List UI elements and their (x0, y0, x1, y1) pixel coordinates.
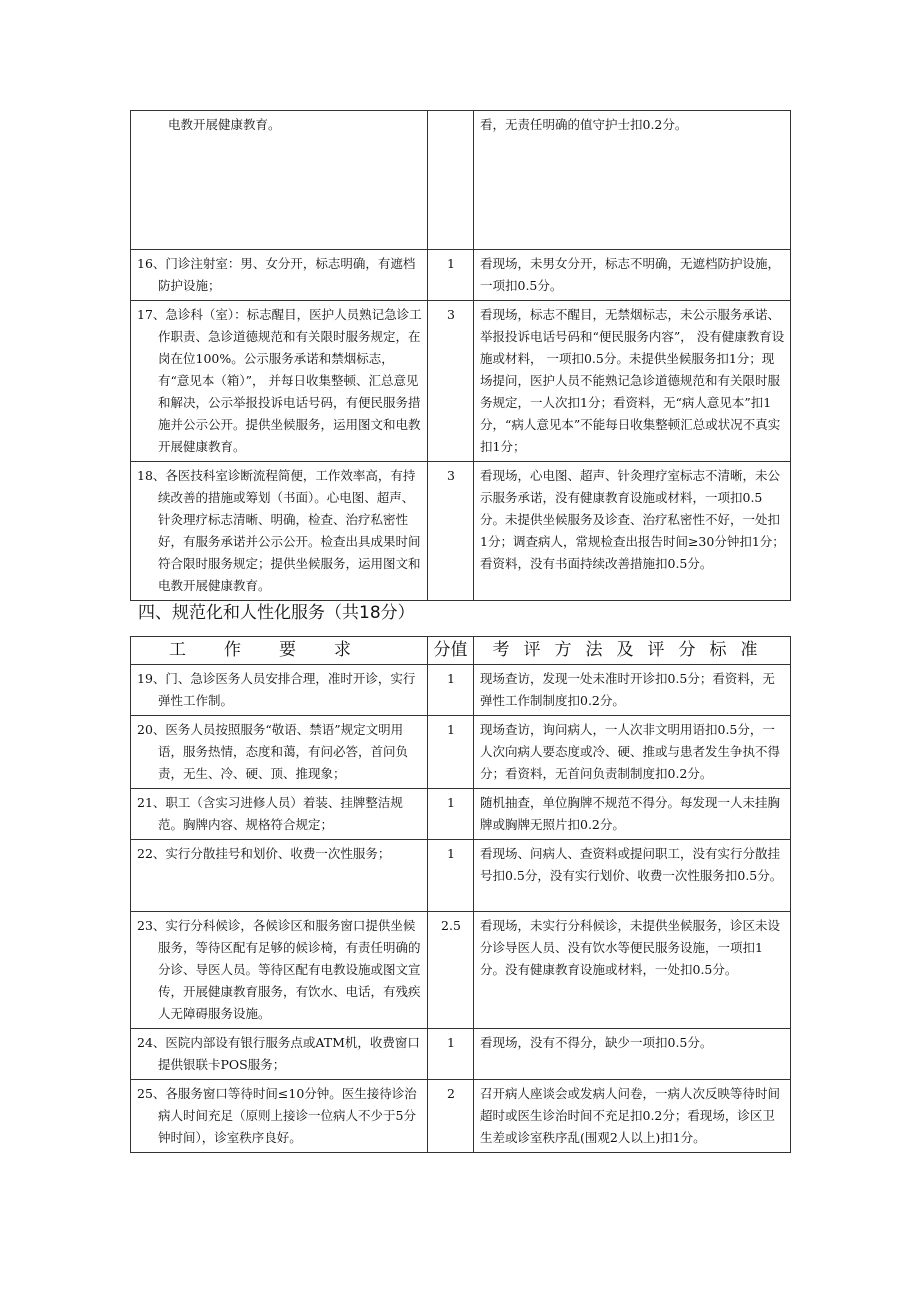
method-cell: 召开病人座谈会或发病人问卷，一病人次反映等待时间超时或医生诊治时间不充足扣0.2分；看现场，诊区卫生差或诊室秩序乱(围观2人以上)扣1分。 (474, 1080, 791, 1153)
score-cell: 1 (428, 789, 474, 840)
score-cell: 2 (428, 1080, 474, 1153)
score-cell: 2.5 (428, 912, 474, 1029)
header-requirements: 工作要求 (131, 637, 428, 665)
table-row (131, 1080, 791, 1153)
method-cell: 现场查访，发现一处未准时开诊扣0.5分；看资料，无弹性工作制制度扣0.2分。 (474, 665, 791, 716)
requirement-cell: 22、实行分散挂号和划价、收费一次性服务； (131, 840, 428, 912)
table-row (131, 840, 791, 912)
requirement-cell: 电教开展健康教育。 (131, 111, 428, 250)
requirement-cell: 23、实行分科候诊，各候诊区和服务窗口提供坐候服务，等待区配有足够的候诊椅，有责任明确的分诊、导医人员。等待区配有电教设施或图文宣传，开展健康教育服务，有饮水、电话，有残疾人无障碍服务设施。 (131, 912, 428, 1029)
score-cell: 1 (428, 665, 474, 716)
table-row (131, 111, 791, 250)
score-cell: 1 (428, 1029, 474, 1080)
method-cell: 看现场，没有不得分，缺少一项扣0.5分。 (474, 1029, 791, 1080)
score-cell: 3 (428, 462, 474, 601)
requirement-cell: 19、门、急诊医务人员安排合理，准时开诊，实行弹性工作制。 (131, 665, 428, 716)
method-cell: 现场查访，询问病人，一人次非文明用语扣0.5分，一人次向病人要态度或冷、硬、推或与患者发生争执不得分；看资料，无首问负责制制度扣0.2分。 (474, 716, 791, 789)
table-row (131, 250, 791, 301)
method-cell: 看现场、问病人、查资料或提问职工，没有实行分散挂号扣0.5分，没有实行划价、收费一次性服务扣0.5分。 (474, 840, 791, 912)
criteria-table-2 (130, 636, 791, 1153)
score-cell: 1 (428, 716, 474, 789)
requirement-cell: 21、职工（含实习进修人员）着装、挂牌整洁规范。胸牌内容、规格符合规定； (131, 789, 428, 840)
table-row (131, 912, 791, 1029)
method-cell: 看现场，未实行分科候诊，未提供坐候服务，诊区未设分诊导医人员、没有饮水等便民服务设施，一项扣1分。没有健康教育设施或材料，一处扣0.5分。 (474, 912, 791, 1029)
method-cell: 看，无责任明确的值守护士扣0.2分。 (474, 111, 791, 250)
table-row (131, 301, 791, 462)
method-cell: 看现场，心电图、超声、针灸理疗室标志不清晰，未公示服务承诺，没有健康教育设施或材料，一项扣0.5分。未提供坐候服务及诊查、治疗私密性不好，一处扣1分；调查病人，常规检查出报告时间≥30分钟扣1分；看资料，没有书面持续改善措施扣0.5分。 (474, 462, 791, 601)
requirement-cell: 25、各服务窗口等待时间≤10分钟。医生接待诊治病人时间充足（原则上接诊一位病人不少于5分钟时间），诊室秩序良好。 (131, 1080, 428, 1153)
section-title: 四、规范化和人性化服务（共18分） (138, 603, 415, 623)
table-row (131, 462, 791, 601)
score-cell: 1 (428, 840, 474, 912)
criteria-table-1 (130, 110, 791, 601)
header-method: 考评方法及评分标准 (474, 637, 791, 665)
table-header-row (131, 637, 791, 665)
table-row (131, 1029, 791, 1080)
table-row (131, 716, 791, 789)
score-cell (428, 111, 474, 250)
score-cell: 1 (428, 250, 474, 301)
header-score: 分值 (428, 637, 474, 665)
method-cell: 看现场，标志不醒目，无禁烟标志，未公示服务承诺、举报投诉电话号码和“便民服务内容”， 没有健康教育设施或材料， 一项扣0.5分。未提供坐候服务扣1分；现场提问，医护人员不能熟记急诊道德规范和有关限时服务规定，一人次扣1分；看资料，无“病人意见本”扣1分，“病人意见本”不能每日收集整顿汇总或状况不真实扣1分； (474, 301, 791, 462)
table-row (131, 665, 791, 716)
requirement-cell: 24、医院内部设有银行服务点或ATM机，收费窗口提供银联卡POS服务； (131, 1029, 428, 1080)
requirement-cell: 18、各医技科室诊断流程简便，工作效率高，有持续改善的措施或筹划（书面）。心电图、超声、针灸理疗标志清晰、明确，检查、治疗私密性好，有服务承诺并公示公开。检查出具成果时间符合限时服务规定；提供坐候服务，运用图文和电教开展健康教育。 (131, 462, 428, 601)
requirement-cell: 17、急诊科（室）：标志醒目，医护人员熟记急诊工作职责、急诊道德规范和有关限时服务规定，在岗在位100%。公示服务承诺和禁烟标志，有“意见本（箱）”， 并每日收集整顿、汇总意见和解决，公示举报投诉电话号码，有便民服务措施并公示公开。提供坐候服务，运用图文和电教开展健康教育。 (131, 301, 428, 462)
score-cell: 3 (428, 301, 474, 462)
requirement-cell: 16、门诊注射室：男、女分开，标志明确，有遮档防护设施； (131, 250, 428, 301)
requirement-cell: 20、医务人员按照服务“敬语、禁语”规定文明用语，服务热情，态度和蔼，有问必答，首问负责，无生、冷、硬、顶、推现象； (131, 716, 428, 789)
method-cell: 看现场，未男女分开，标志不明确，无遮档防护设施，一项扣0.5分。 (474, 250, 791, 301)
table-row (131, 789, 791, 840)
method-cell: 随机抽查，单位胸牌不规范不得分。每发现一人未挂胸牌或胸牌无照片扣0.2分。 (474, 789, 791, 840)
